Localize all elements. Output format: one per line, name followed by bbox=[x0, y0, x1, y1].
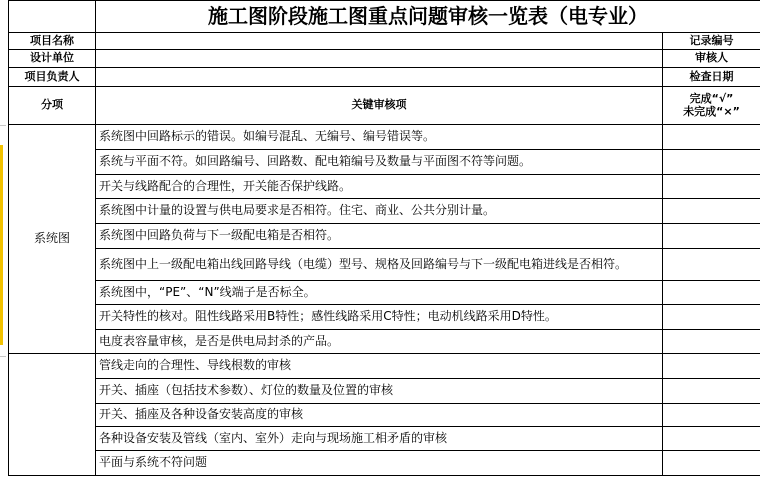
table-row bbox=[9, 451, 760, 476]
table-row bbox=[9, 281, 760, 305]
table-row bbox=[9, 354, 760, 379]
row-gridline bbox=[0, 356, 6, 357]
status-cell[interactable] bbox=[663, 354, 760, 379]
status-cell[interactable] bbox=[663, 249, 760, 281]
table-row bbox=[9, 427, 760, 451]
row-header-strip bbox=[0, 0, 8, 485]
status-cell[interactable] bbox=[663, 199, 760, 224]
project-lead-label: 项目负责人 bbox=[9, 68, 96, 87]
review-item-cell: 平面与系统不符问题 bbox=[96, 451, 663, 476]
table-row bbox=[9, 199, 760, 224]
review-item-cell: 电度表容量审核，是否是供电局封杀的产品。 bbox=[96, 330, 663, 354]
table-row bbox=[9, 379, 760, 404]
status-cell[interactable] bbox=[663, 125, 760, 150]
table-row bbox=[9, 125, 760, 150]
status-cell[interactable] bbox=[663, 175, 760, 199]
category-cell bbox=[9, 354, 96, 476]
design-unit-label: 设计单位 bbox=[9, 50, 96, 68]
status-cell[interactable] bbox=[663, 330, 760, 354]
key-item-column-header: 关键审核项 bbox=[96, 87, 663, 125]
table-row bbox=[9, 404, 760, 427]
review-table bbox=[8, 0, 760, 476]
page-title: 施工图阶段施工图重点问题审核一览表（电专业） bbox=[96, 1, 760, 33]
check-date-label: 检查日期 bbox=[663, 68, 760, 87]
status-cell[interactable] bbox=[663, 224, 760, 249]
table-row bbox=[9, 330, 760, 354]
status-header-line1: 完成“√” bbox=[689, 91, 734, 105]
table-row bbox=[9, 150, 760, 175]
review-item-cell: 系统图中计量的设置与供电局要求是否相符。住宅、商业、公共分别计量。 bbox=[96, 199, 663, 224]
table-row bbox=[9, 224, 760, 249]
status-cell[interactable] bbox=[663, 404, 760, 427]
status-cell[interactable] bbox=[663, 427, 760, 451]
review-item-cell: 各种设备安装及管线（室内、室外）走向与现场施工相矛盾的审核 bbox=[96, 427, 663, 451]
corner-blank-cell bbox=[9, 1, 96, 33]
review-item-cell: 系统与平面不符。如回路编号、回路数、配电箱编号及数量与平面图不符等问题。 bbox=[96, 150, 663, 175]
reviewer-label: 审核人 bbox=[663, 50, 760, 68]
category-column-header: 分项 bbox=[9, 87, 96, 125]
review-item-cell: 系统图中上一级配电箱出线回路导线（电缆）型号、规格及回路编号与下一级配电箱进线是否相符。 bbox=[96, 249, 663, 281]
category-cell: 系统图 bbox=[9, 125, 96, 354]
review-item-cell: 开关与线路配合的合理性，开关能否保护线路。 bbox=[96, 175, 663, 199]
project-name-value[interactable] bbox=[96, 33, 663, 50]
status-cell[interactable] bbox=[663, 281, 760, 305]
review-item-cell: 管线走向的合理性、导线根数的审核 bbox=[96, 354, 663, 379]
review-item-cell: 开关、插座（包括技术参数）、灯位的数量及位置的审核 bbox=[96, 379, 663, 404]
review-item-cell: 系统图中回路标示的错误。如编号混乱、无编号、编号错误等。 bbox=[96, 125, 663, 150]
status-column-header bbox=[663, 87, 760, 125]
record-no-label: 记录编号 bbox=[663, 33, 760, 50]
review-item-cell: 开关、插座及各种设备安装高度的审核 bbox=[96, 404, 663, 427]
table-row bbox=[9, 305, 760, 330]
status-cell[interactable] bbox=[663, 451, 760, 476]
review-item-cell: 系统图中回路负荷与下一级配电箱是否相符。 bbox=[96, 224, 663, 249]
project-name-label: 项目名称 bbox=[9, 33, 96, 50]
review-item-cell: 开关特性的核对。阻性线路采用B特性；感性线路采用C特性；电动机线路采用D特性。 bbox=[96, 305, 663, 330]
row-gridline bbox=[0, 125, 6, 126]
review-item-cell: 系统图中，“PE”、“N”线端子是否标全。 bbox=[96, 281, 663, 305]
table-row bbox=[9, 175, 760, 199]
selection-indicator bbox=[0, 145, 3, 345]
table-row bbox=[9, 249, 760, 281]
status-header-line2: 未完成“×” bbox=[683, 104, 740, 118]
status-cell[interactable] bbox=[663, 305, 760, 330]
status-cell[interactable] bbox=[663, 150, 760, 175]
design-unit-value[interactable] bbox=[96, 50, 663, 68]
status-cell[interactable] bbox=[663, 379, 760, 404]
project-lead-value[interactable] bbox=[96, 68, 663, 87]
